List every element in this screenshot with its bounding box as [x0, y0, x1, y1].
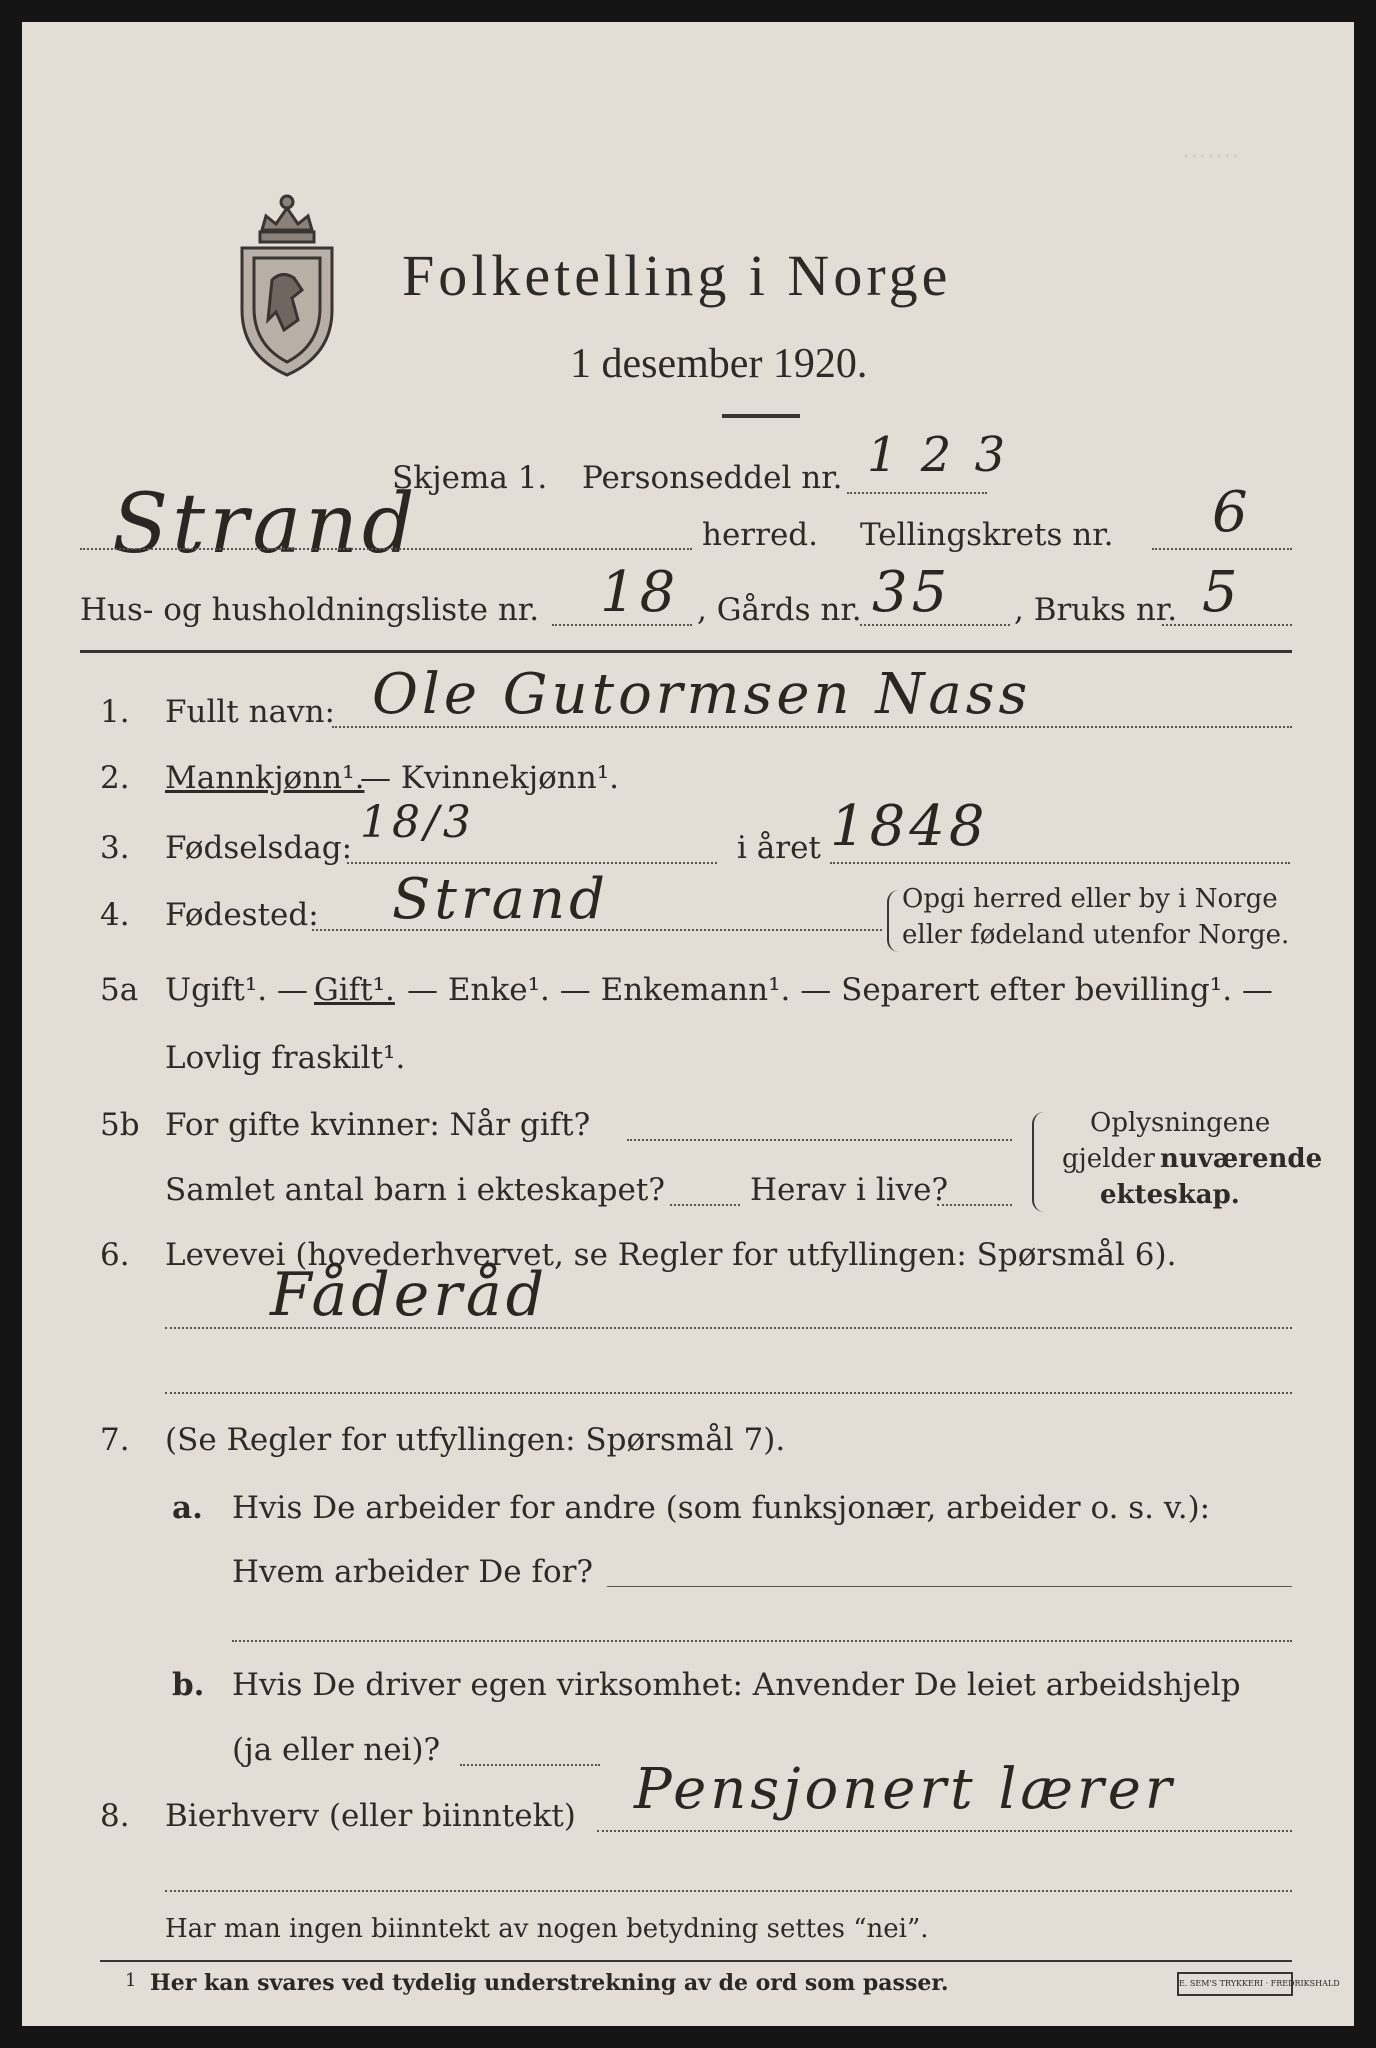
q8-number: 8. [100, 1798, 130, 1834]
q5b-children-line [670, 1204, 740, 1206]
herred-value[interactable]: Strand [112, 477, 419, 572]
q5b-number: 5b [100, 1107, 140, 1143]
q3-line [347, 862, 717, 864]
birth-year-value[interactable]: 1848 [830, 794, 989, 859]
q4-number: 4. [100, 897, 130, 933]
census-form-page [22, 22, 1354, 2026]
tellingskrets-line [1152, 548, 1292, 550]
hus-value[interactable]: 18 [600, 560, 680, 625]
q4-brace [887, 890, 899, 952]
q8-label: Bierhverv (eller biinntekt) [165, 1798, 576, 1834]
skjema-label: Skjema 1. [392, 460, 548, 496]
q3-label: Fødselsdag: [165, 830, 353, 866]
personseddel-label: Personseddel nr. [582, 460, 843, 496]
q7-number: 7. [100, 1422, 130, 1458]
coat-of-arms-icon [232, 180, 342, 380]
gards-label: , Gårds nr. [697, 592, 862, 628]
q5a-number: 5a [100, 972, 139, 1008]
q7a-letter: a. [172, 1490, 203, 1526]
footnote-mark: 1 [125, 1970, 137, 1991]
q3-year-line [830, 862, 1290, 864]
q5b-married-when-label: For gifte kvinner: Når gift? [165, 1107, 591, 1143]
q7-label: (Se Regler for utfyllingen: Spørsmål 7). [165, 1422, 786, 1458]
q5a-other-options[interactable]: — Enke¹. — Enkemann¹. — Separert efter bevilling¹. — [407, 972, 1273, 1008]
q5b-children-label: Samlet antal barn i ekteskapet? [165, 1172, 665, 1208]
q4-label: Fødested: [165, 897, 319, 933]
q3-year-label: i året [737, 830, 821, 866]
q6-label: Levevei (hovederhvervet, se Regler for utfyllingen: Spørsmål 6). [165, 1237, 1177, 1273]
q7b-letter: b. [172, 1667, 205, 1703]
q7a-employer-field[interactable] [607, 1586, 1292, 1587]
q8-extra-line [165, 1890, 1292, 1892]
herred-label: herred. [702, 517, 818, 553]
q7b-yes-no-label: (ja eller nei)? [232, 1732, 441, 1768]
q5a-fraskilt-option[interactable]: Lovlig fraskilt¹. [165, 1040, 406, 1076]
printer-stamp: E. SEM'S TRYKKERI · FREDRIKSHALD [1177, 1972, 1293, 1996]
bruks-value[interactable]: 5 [1202, 560, 1242, 625]
q1-label: Fullt navn: [165, 694, 335, 730]
side-income-value[interactable]: Pensjonert lærer [634, 1757, 1176, 1822]
q7b-question: Hvis De driver egen virksomhet: Anvender De leiet arbeidshjelp [232, 1667, 1241, 1703]
census-date: 1 desember 1920. [570, 341, 868, 387]
q5b-alive-line [937, 1204, 1012, 1206]
bleed-through-text: ······· [1182, 142, 1240, 172]
gards-value[interactable]: 35 [872, 560, 952, 625]
q1-number: 1. [100, 694, 130, 730]
q7b-yes-no-field[interactable] [460, 1764, 600, 1766]
q5b-brace [1032, 1112, 1046, 1212]
q7a-question: Hvis De arbeider for andre (som funksjonær, arbeider o. s. v.): [232, 1490, 1211, 1526]
q4-note-line-2: eller fødeland utenfor Norge. [902, 920, 1290, 950]
q5b-alive-label: Herav i live? [750, 1172, 949, 1208]
q7a-extra-line [232, 1640, 1292, 1642]
herred-line [80, 548, 692, 550]
q3-number: 3. [100, 830, 130, 866]
q2-mannkjonn-option[interactable]: Mannkjønn¹. [165, 760, 365, 796]
full-name-value[interactable]: Ole Gutormsen Nass [372, 662, 1032, 727]
footer-note: Har man ingen biinntekt av nogen betydning settes “nei”. [165, 1914, 929, 1944]
q7a-employer-label: Hvem arbeider De for? [232, 1554, 594, 1590]
title-divider [722, 414, 800, 418]
q6-line-2 [165, 1392, 1292, 1394]
q5a-ugift-option[interactable]: Ugift¹. — [165, 972, 308, 1008]
hus-label: Hus- og husholdningsliste nr. [80, 592, 540, 628]
footnote-rule [100, 1960, 1292, 1962]
birthplace-value[interactable]: Strand [392, 867, 609, 932]
personseddel-value[interactable]: 1 2 3 [867, 427, 1010, 483]
occupation-value[interactable]: Fåderåd [270, 1260, 549, 1330]
bruks-label: , Bruks nr. [1014, 592, 1178, 628]
q2-number: 2. [100, 760, 130, 796]
birthday-value[interactable]: 18/3 [360, 797, 475, 848]
form-title: Folketelling i Norge [402, 243, 952, 308]
q5a-gift-option[interactable]: Gift¹. [314, 972, 395, 1008]
q2-kvinnekjonn-option[interactable]: — Kvinnekjønn¹. [360, 760, 619, 796]
personseddel-line [847, 492, 987, 494]
tellingskrets-value[interactable]: 6 [1212, 480, 1252, 545]
footnote-text: Her kan svares ved tydelig understrekning av de ord som passer. [150, 1970, 949, 1996]
q5b-note-line-1: Oplysningene [1090, 1108, 1271, 1138]
q5b-married-when-line [627, 1139, 1012, 1141]
q5b-note-line-3: ekteskap. [1100, 1180, 1240, 1210]
q4-note-line-1: Opgi herred eller by i Norge [902, 884, 1278, 914]
q6-number: 6. [100, 1237, 130, 1273]
header-rule [80, 650, 1292, 653]
q5b-note-line-2b: nuværende [1160, 1144, 1323, 1174]
q8-line [597, 1830, 1292, 1832]
q5b-note-line-2a: gjelder [1062, 1144, 1155, 1174]
tellingskrets-label: Tellingskrets nr. [860, 517, 1114, 553]
